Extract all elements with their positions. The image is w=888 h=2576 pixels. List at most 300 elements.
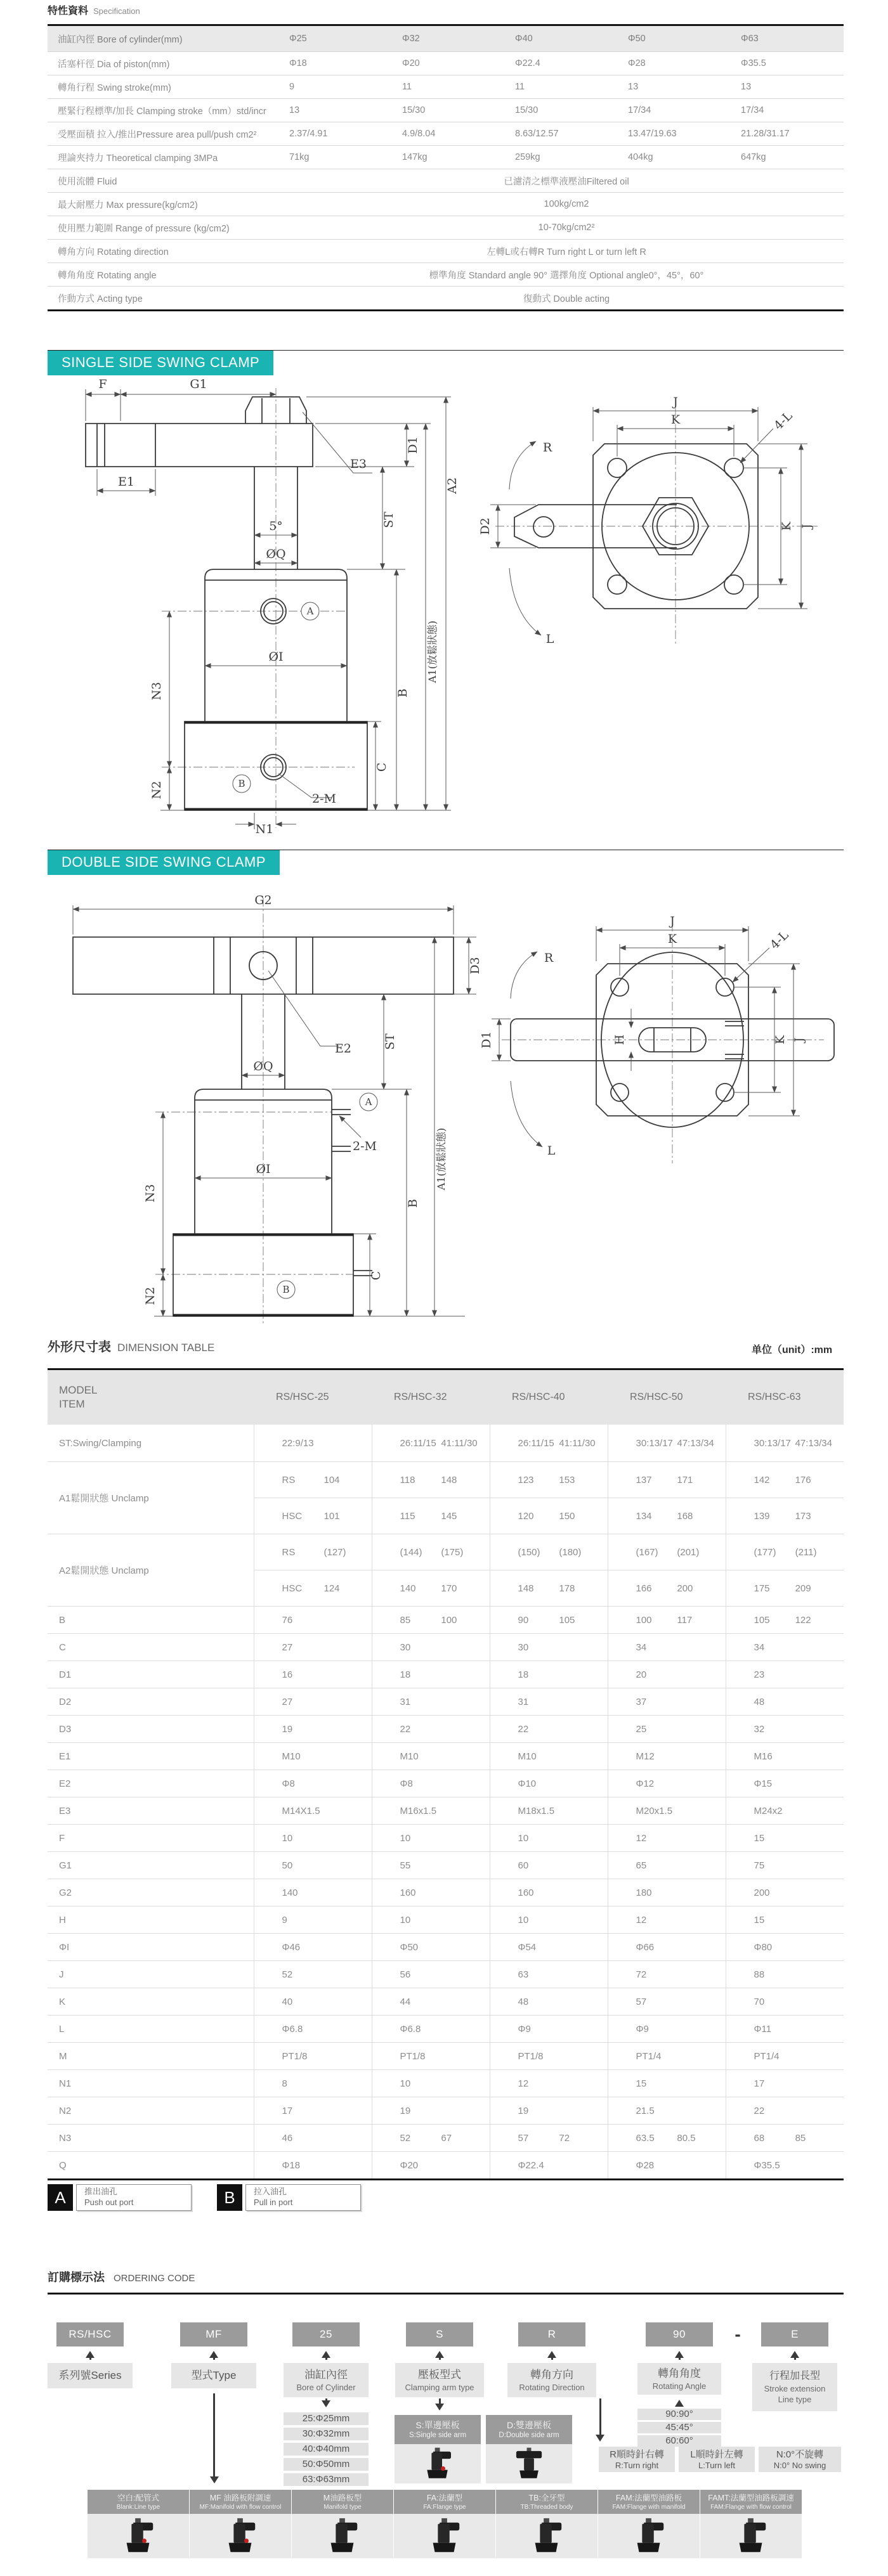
dim-cell: 44: [372, 1988, 490, 2016]
stem-bore: [325, 2398, 327, 2405]
spec-span-cell: 復動式 Double acting: [523, 294, 610, 304]
dim-cell: 10: [372, 1906, 490, 1934]
spec-row: [48, 146, 844, 169]
legend-a: [48, 2184, 192, 2211]
dim-cell: 72: [608, 1961, 726, 1988]
dim-cell: 31: [372, 1688, 490, 1716]
dim-cell: 56: [372, 1961, 490, 1988]
spec-cell: Φ32: [402, 34, 420, 44]
dim-row-label: C: [48, 1634, 254, 1661]
desc-angle-en: Rotating Angle: [652, 2381, 707, 2391]
dim-cell: 22: [726, 2097, 844, 2125]
section-header-single: SINGLE SIDE SWING CLAMP: [48, 350, 273, 375]
dim-row-label: E1: [48, 1743, 254, 1770]
type-card-header: FAM:法蘭型油路板 FAM:Flange with manifold: [598, 2490, 700, 2514]
desc-type: [171, 2363, 256, 2388]
up-arrow-arm: [439, 2353, 441, 2360]
dim-label-j3: J: [670, 914, 675, 928]
section-header-double: DOUBLE SIDE SWING CLAMP: [48, 850, 280, 875]
dim-label-j4: J: [792, 1037, 806, 1042]
spec-title-zh: 特性資料: [48, 6, 89, 16]
spec-row: [48, 240, 844, 263]
up-arrow-direction: [551, 2353, 553, 2360]
dim-cell: 17: [254, 2097, 372, 2125]
dim-row-label: F: [48, 1825, 254, 1852]
desc-arm-en: Clamping arm type: [405, 2382, 474, 2392]
dim-cell: Φ22.4: [490, 2152, 608, 2179]
spec-row-label: 理論夾持力 Theoretical clamping 3MPa: [58, 153, 218, 164]
up-arrow-series: [89, 2353, 91, 2360]
dim-label-n2: N2: [150, 780, 164, 799]
dim-cell: 21.5: [608, 2097, 726, 2125]
drawing-single-top: [473, 387, 853, 659]
type-card: [394, 2490, 495, 2558]
spec-cell: Φ63: [741, 34, 759, 44]
dimension-header-row: [48, 1370, 844, 1425]
dim-row-label: Q: [59, 2159, 67, 2171]
dim-label-b: B: [396, 689, 410, 697]
dim-cell: 23: [726, 1661, 844, 1688]
spec-span-cell: 左轉L或右轉R Turn right L or turn left R: [486, 247, 646, 257]
dim-row: [48, 2043, 844, 2070]
dim-cell: 142 176: [726, 1462, 844, 1498]
legend-a-en: Push out port: [84, 2197, 134, 2207]
dimension-column-header: RS/HSC-63: [726, 1370, 844, 1425]
up-arrow-type: [213, 2353, 215, 2360]
up-arrow-bore: [325, 2353, 327, 2360]
dim-cell: 137 171: [608, 1462, 726, 1498]
type-card: [496, 2490, 597, 2558]
dim-row-label: H: [48, 1906, 254, 1934]
dim-label-a1: A1(放鬆狀態): [426, 620, 438, 683]
dim-label-e2: E2: [335, 1042, 351, 1056]
dim-row-label: D3: [48, 1716, 254, 1743]
ordering-rule: [48, 2293, 844, 2294]
dim-cell: 12: [608, 1906, 726, 1934]
spec-row: [48, 263, 844, 287]
dim-label-k2: K: [780, 521, 793, 531]
dim-row: [48, 1661, 844, 1688]
dim-label-c2: C: [369, 1271, 383, 1281]
dim-row: [48, 2070, 844, 2097]
spec-cell: Φ25: [289, 34, 307, 44]
dim-label-k3: K: [667, 932, 677, 946]
legend-a-box: [76, 2184, 192, 2211]
spec-table: [48, 24, 844, 311]
spec-cell: 15/30: [402, 105, 426, 115]
spec-cell: 259kg: [515, 152, 540, 162]
spec-cell: 404kg: [628, 152, 653, 162]
dim-label-phiq: ØQ: [266, 547, 286, 561]
spec-row-label: 最大耐壓力 Max pressure(kg/cm2): [58, 200, 198, 210]
dim-cell: 50: [254, 1852, 372, 1879]
dim-cell: 48: [490, 1988, 608, 2016]
port-a-label: A: [306, 605, 314, 617]
legend-a-letter: A: [48, 2184, 73, 2211]
dim-cell: M16x1.5: [372, 1797, 490, 1825]
dim-cell: 32: [726, 1716, 844, 1743]
dim-cell: Φ28: [608, 2152, 726, 2179]
dim-label-g1: G1: [190, 379, 207, 391]
type-card-image: [496, 2514, 597, 2558]
dim-cell: 57: [608, 1988, 726, 2016]
dim-row-label: N1: [48, 2070, 254, 2097]
type-card-image: [598, 2514, 700, 2558]
bore-option: 63:Φ63mm: [284, 2473, 369, 2486]
type-card: [700, 2490, 802, 2558]
dim-row: [48, 1879, 844, 1906]
dim-cell: 120 150: [490, 1498, 608, 1534]
legend-b-letter: B: [217, 2184, 242, 2211]
legend-b-en: Pull in port: [254, 2197, 293, 2207]
dim-row: [48, 1634, 844, 1661]
desc-series-line: 系列號Series: [58, 2369, 122, 2381]
dim-cell: HSC 124: [254, 1570, 372, 1607]
dimension-column-header: RS/HSC-32: [372, 1370, 490, 1425]
dim-row-label: A2鬆開狀態 Unclamp: [48, 1534, 254, 1607]
dim-cell: 70: [726, 1988, 844, 2016]
dimension-column-header: RS/HSC-25: [254, 1370, 372, 1425]
spec-cell: Φ35.5: [741, 58, 766, 68]
sub-tag: RS: [282, 1546, 296, 1558]
dim-cell: PT1/8: [372, 2043, 490, 2070]
dim-cell: 123 153: [490, 1462, 608, 1498]
up-arrow-stroke: [794, 2353, 796, 2360]
port-b-label2: B: [282, 1284, 290, 1295]
dim-cell: 105 122: [726, 1607, 844, 1634]
legend-b: [217, 2184, 361, 2211]
spec-row-label: 受壓面積 拉入/推出Pressure area pull/push cm2²: [58, 129, 257, 140]
dim-cell: 175 209: [726, 1570, 844, 1607]
dim-label-4l: 4-L: [771, 408, 795, 433]
spec-cell: 71kg: [289, 152, 310, 162]
dim-cell: 48: [726, 1688, 844, 1716]
arm-card-header: D:雙邊壓板 D:Double side arm: [486, 2415, 572, 2444]
dim-cell: M12: [608, 1743, 726, 1770]
spec-cell: Φ40: [515, 34, 533, 44]
dim-label-h: H: [613, 1034, 627, 1045]
spec-cell: 21.28/31.17: [741, 129, 790, 139]
dim-row-label: J: [48, 1961, 254, 1988]
dim-cell: 16: [254, 1661, 372, 1688]
dim-cell: 46: [254, 2125, 372, 2152]
dimension-column-header: RS/HSC-50: [608, 1370, 726, 1425]
dimensions: [490, 407, 807, 635]
type-card-image: [190, 2514, 291, 2558]
dim-cell: 52: [254, 1961, 372, 1988]
outline: [86, 397, 367, 810]
dim-row: [48, 1462, 844, 1498]
desc-stroke: [752, 2363, 837, 2411]
spec-row-label: 壓緊行程標準/加長 Clamping stroke（mm）std/incr: [58, 106, 266, 117]
spec-cell: Φ20: [402, 58, 420, 68]
dim-cell: 22: [372, 1716, 490, 1743]
spec-cell: 647kg: [741, 152, 766, 162]
dim-cell: 30:13/17 47:13/34: [726, 1425, 844, 1462]
dim-cell: 57 72: [490, 2125, 608, 2152]
dim-row: [48, 1825, 844, 1852]
arm-card-image: [395, 2444, 481, 2483]
spec-row-label: 轉角角度 Rotating angle: [58, 270, 157, 281]
dim-row: [48, 1743, 844, 1770]
dim-cell: 140 170: [372, 1570, 490, 1607]
dim-row: [48, 1534, 844, 1570]
dim-cell: 10: [372, 1825, 490, 1852]
dim-cell: 15: [726, 1825, 844, 1852]
dim-row-label: G1: [48, 1852, 254, 1879]
desc-type-line: 型式Type: [191, 2369, 237, 2381]
spec-cell: 9: [289, 82, 295, 92]
dim-row-label: ST:Swing/Clamping: [48, 1425, 254, 1462]
dim-cell: 31: [490, 1688, 608, 1716]
dim-cell: 12: [490, 2070, 608, 2097]
dim-cell: 30:13/17 47:13/34: [608, 1425, 726, 1462]
spec-span-cell: 已濾清之標準液壓油Filtered oil: [504, 176, 629, 187]
dim-cell: 19: [490, 2097, 608, 2125]
dim-cell: Φ9: [608, 2016, 726, 2043]
code-box-bore: 25: [292, 2322, 360, 2346]
arm-card-image: [486, 2444, 572, 2483]
dim-cell: M14X1.5: [254, 1797, 372, 1825]
drawing-double-top: [473, 897, 853, 1182]
dim-cell: 76: [254, 1607, 372, 1634]
dim-cell: (167) (201): [608, 1534, 726, 1570]
dim-cell: 65: [608, 1852, 726, 1879]
dim-cell: 160: [490, 1879, 608, 1906]
ordering-diagram: [0, 2317, 888, 2576]
dim-row: [48, 1425, 844, 1462]
dim-cell: (144) (175): [372, 1534, 490, 1570]
spec-row: [48, 52, 844, 75]
dim-cell: Φ15: [726, 1770, 844, 1797]
dim-cell: RS 104: [254, 1462, 372, 1498]
dim-label-a2: A2: [445, 477, 459, 494]
dim-row-label: D2: [48, 1688, 254, 1716]
dim-row-label: G2: [48, 1879, 254, 1906]
type-card-header: MF 油路板附調速 MF:Manifold with flow control: [190, 2490, 291, 2514]
legend-b-zh: 拉入油孔: [254, 2187, 287, 2196]
dimension-table: [48, 1370, 844, 2178]
type-card: [88, 2490, 189, 2558]
dimension-title-en: DIMENSION TABLE: [117, 1342, 215, 1354]
unit-label: 单位（unit）:mm: [752, 1345, 833, 1356]
dim-cell: Φ9: [490, 2016, 608, 2043]
stem-angle-up: [679, 2402, 681, 2406]
desc-angle: [637, 2363, 721, 2395]
spec-span-cell: 100kg/cm2: [544, 199, 589, 209]
dim-cell: RS (127): [254, 1534, 372, 1570]
dim-cell: 85 100: [372, 1607, 490, 1634]
dim-cell: M24x2: [726, 1797, 844, 1825]
type-card-header: M油路板型 Manifold type: [292, 2490, 393, 2514]
ordering-title-en: ORDERING CODE: [114, 2273, 195, 2284]
model-label: MODEL: [59, 1384, 98, 1396]
sub-tag: HSC: [282, 1510, 303, 1522]
dim-cell: 18: [372, 1661, 490, 1688]
desc-angle-zh: 轉角角度: [658, 2367, 701, 2379]
dim-label-5deg: 5°: [269, 519, 283, 533]
port-b-label: B: [238, 778, 245, 789]
dim-row-label: N3: [48, 2125, 254, 2152]
spec-cell: 11: [515, 82, 525, 92]
bore-option: 50:Φ50mm: [284, 2458, 369, 2471]
dim-label-r: R: [542, 441, 552, 455]
direction-card: N:0°不旋轉 N:0° No swing: [759, 2447, 841, 2472]
dim-cell: 30: [490, 1634, 608, 1661]
dim-cell: PT1/4: [726, 2043, 844, 2070]
type-card-header: TB:全牙型 TB:Threaded body: [496, 2490, 597, 2514]
spec-cell: Φ50: [628, 34, 646, 44]
dim-cell: 27: [254, 1634, 372, 1661]
dim-row-label: E2: [48, 1770, 254, 1797]
dim-label-n1: N1: [255, 822, 274, 836]
angle-option: 60:60°: [637, 2435, 721, 2447]
spec-row-label: 使用壓力範圍 Range of pressure (kg/cm2): [58, 223, 230, 234]
spec-row: [48, 75, 844, 99]
desc-arm-zh: 壓板型式: [418, 2368, 461, 2381]
dim-cell: 12: [608, 1825, 726, 1852]
dim-cell: Φ54: [490, 1934, 608, 1961]
clamp-product-image: [511, 2446, 547, 2482]
clamp-product-image: [323, 2516, 362, 2556]
dim-cell: Φ10: [490, 1770, 608, 1797]
arm-hole: [533, 517, 554, 537]
dim-label-f: F: [98, 379, 107, 391]
spec-cell: 13: [289, 105, 300, 115]
bore-option: 25:Φ25mm: [284, 2412, 369, 2425]
spec-cell: Φ28: [628, 58, 646, 68]
dim-cell: 90 105: [490, 1607, 608, 1634]
spec-row-label: 活塞杆徑 Dia of piston(mm): [58, 59, 170, 70]
dim-cell: 63.5 80.5: [608, 2125, 726, 2152]
dim-row: [48, 2016, 844, 2043]
dim-cell: 34: [608, 1634, 726, 1661]
dim-cell: 26:11/15 41:11/30: [490, 1425, 608, 1462]
code-box-type: MF: [180, 2322, 247, 2346]
spec-cell: 147kg: [402, 152, 428, 162]
section-rule-single: [48, 350, 844, 351]
dim-cell: 19: [372, 2097, 490, 2125]
spec-row: [48, 99, 844, 122]
type-card-image: [88, 2514, 189, 2558]
dim-cell: Φ35.5: [726, 2152, 844, 2179]
dim-cell: M10: [490, 1743, 608, 1770]
angle-option: 90:90°: [637, 2409, 721, 2420]
spec-cell: 17/34: [741, 105, 764, 115]
spec-cell: 8.63/12.57: [515, 129, 559, 139]
port-legend: [48, 2184, 361, 2211]
spec-row-label: 使用流體 Fluid: [58, 176, 117, 187]
dim-label-n3b: N3: [143, 1184, 157, 1203]
dim-cell: PT1/4: [608, 2043, 726, 2070]
dim-cell: 18: [490, 1661, 608, 1688]
sub-tag: HSC: [282, 1582, 303, 1594]
spec-row-label: 轉角方向 Rotating direction: [58, 247, 169, 257]
dim-row: [48, 2125, 844, 2152]
dim-cell: 55: [372, 1852, 490, 1879]
dim-row-label: B: [48, 1607, 254, 1634]
dim-cell: 200: [726, 1879, 844, 1906]
spec-row: [48, 287, 844, 309]
dim-label-d1: D1: [406, 436, 420, 454]
spec-span-cell: 10-70kg/cm2²: [538, 223, 595, 233]
direction-card: R順時針右轉 R:Turn right: [599, 2447, 675, 2472]
desc-arm: [395, 2363, 484, 2397]
clamp-product-image: [119, 2516, 158, 2556]
dim-label-k: K: [670, 413, 681, 427]
dim-label-phiq2: ØQ: [253, 1059, 273, 1073]
dim-label-2m: 2-M: [312, 792, 336, 806]
type-card-header: 空白:配管式 Blank:Line type: [88, 2490, 189, 2514]
dim-label-e3: E3: [350, 457, 367, 471]
dim-label-phii2: ØI: [256, 1162, 271, 1176]
dim-cell: (177) (211): [726, 1534, 844, 1570]
dim-row: [48, 1934, 844, 1961]
type-card-image: [700, 2514, 802, 2558]
dim-cell: 134 168: [608, 1498, 726, 1534]
dim-label-n2b: N2: [143, 1286, 157, 1305]
desc-bore-zh: 油缸內徑: [304, 2368, 348, 2381]
dim-cell: 15: [608, 2070, 726, 2097]
dim-label-j: J: [673, 395, 678, 409]
spec-row-label: 作動方式 Acting type: [58, 294, 143, 304]
dim-label-d3: D3: [468, 957, 482, 974]
code-box-series: RS/HSC: [56, 2322, 124, 2346]
spec-cell: 4.9/8.04: [402, 129, 436, 139]
dim-cell: Φ6.8: [372, 2016, 490, 2043]
dim-cell: 22:9/13: [254, 1425, 372, 1462]
dimensions: [492, 926, 800, 1147]
spec-row: [48, 122, 844, 146]
dim-cell: 60: [490, 1852, 608, 1879]
dim-row: [48, 1852, 844, 1879]
dim-row-label: M: [48, 2043, 254, 2070]
ordering-title-zh: 訂購標示法: [48, 2271, 105, 2284]
spec-cell: 2.37/4.91: [289, 129, 328, 139]
stem-type: [213, 2393, 215, 2481]
dim-cell: 22: [490, 1716, 608, 1743]
code-box-stroke: E: [761, 2322, 828, 2346]
spec-row-label: 轉角行程 Swing stroke(mm): [58, 82, 171, 93]
legend-a-zh: 推出油孔: [84, 2187, 118, 2196]
dim-cell: 68 85: [726, 2125, 844, 2152]
desc-stroke-en1: Stroke extension: [764, 2384, 826, 2393]
dimension-table-wrap: [48, 1368, 844, 2180]
dim-cell: PT1/8: [254, 2043, 372, 2070]
dim-cell: 180: [608, 1879, 726, 1906]
clamp-product-image: [221, 2516, 260, 2556]
dim-row-label: A1鬆開狀態 Unclamp: [48, 1462, 254, 1534]
dim-cell: 34: [726, 1634, 844, 1661]
item-label: ITEM: [59, 1398, 85, 1410]
desc-series: [48, 2363, 133, 2388]
type-card-header: FA:法蘭型 FA:Flange type: [394, 2490, 495, 2514]
dim-cell: PT1/8: [490, 2043, 608, 2070]
dim-row-label: D1: [48, 1661, 254, 1688]
dim-cell: 166 200: [608, 1570, 726, 1607]
dim-cell: Φ50: [372, 1934, 490, 1961]
dim-label-j2: J: [800, 524, 814, 529]
spec-cell: 11: [402, 82, 412, 92]
spec-row: [48, 193, 844, 216]
dim-label-c: C: [375, 762, 389, 772]
dim-cell: M10: [254, 1743, 372, 1770]
dim-row: [48, 1716, 844, 1743]
spec-cell: 15/30: [515, 105, 539, 115]
spec-cell: Φ22.4: [515, 58, 540, 68]
stem-direction: [599, 2398, 601, 2439]
code-dash: -: [735, 2324, 741, 2344]
